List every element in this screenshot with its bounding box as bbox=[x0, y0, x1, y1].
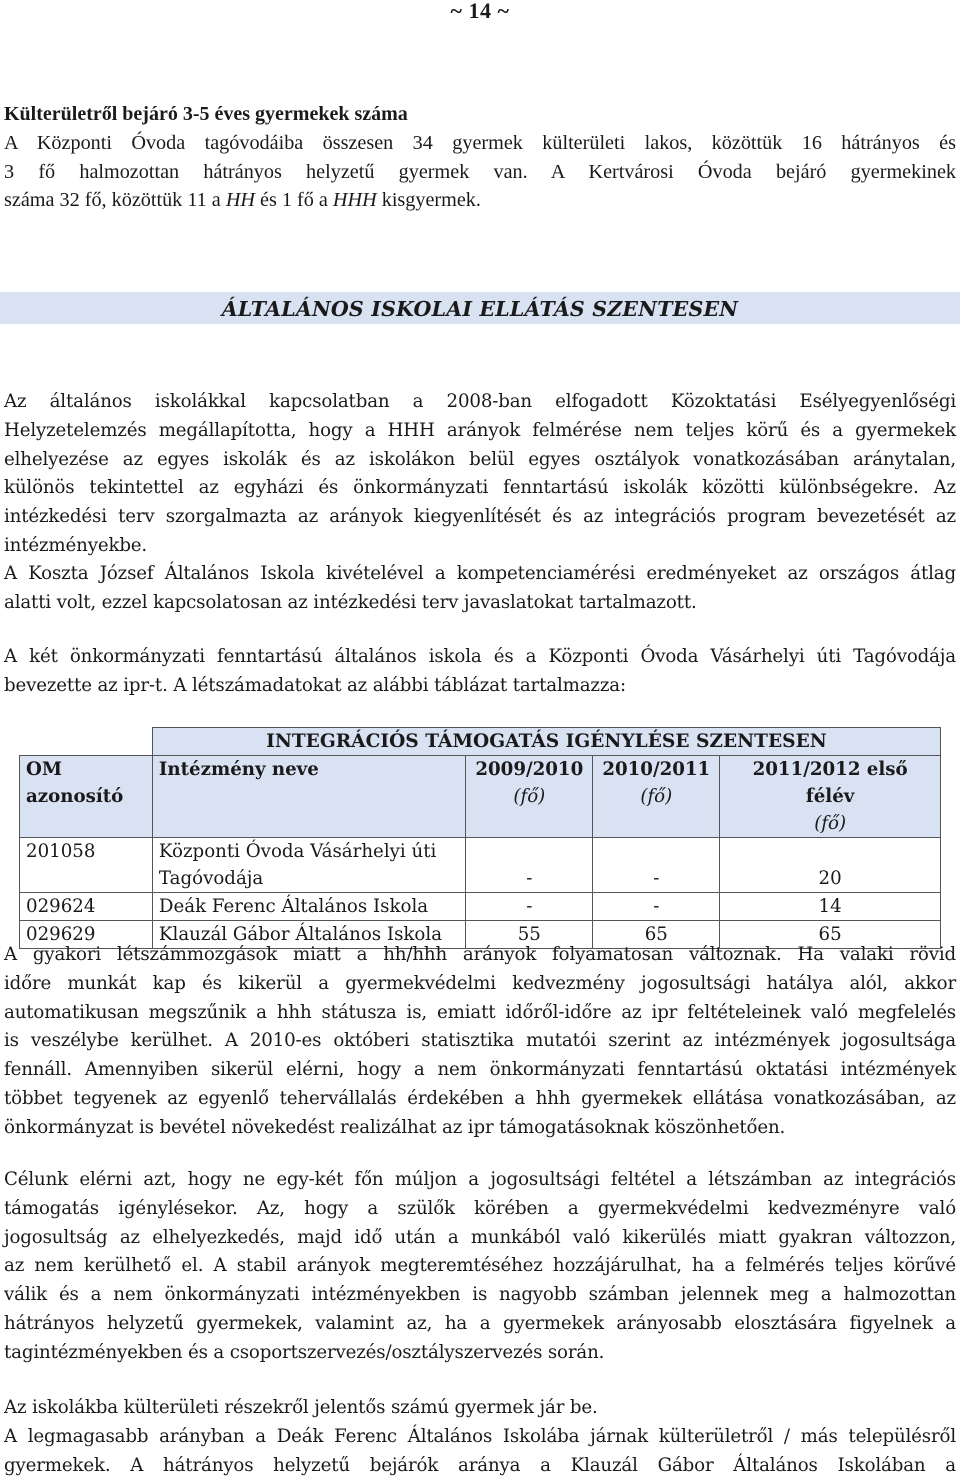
para5-line: támogatás igénylésekor. Az, hogy a szülők körében a gyermekvédelmi kedvezményre való bbox=[4, 1197, 956, 1219]
paragraph-6 bbox=[4, 1394, 956, 1480]
para1-line: különös tekintettel az egyházi és önkormányzati fenntartású iskolák közötti különbségekre. Az bbox=[4, 477, 956, 499]
table-row bbox=[20, 838, 941, 893]
header-unit: (fő) bbox=[513, 786, 546, 807]
intro-line-1: A Központi Óvoda tagóvodáiba összesen 34 gyermek külterületi lakos, közöttük 16 hátrányos és bbox=[4, 131, 956, 154]
header-2011 bbox=[720, 756, 941, 838]
row-om: 029629 bbox=[20, 921, 153, 949]
header-2010 bbox=[593, 756, 720, 838]
para1-line: Az általános iskolákkal kapcsolatban a 2008-ban elfogadott Közoktatási Esélyegyenlőségi bbox=[4, 391, 956, 412]
para4-line: időre munkát kap és kikerül a gyermekvédelmi kedvezmény jogosultsági hatálya alól, akkor bbox=[4, 972, 956, 994]
paragraph-3 bbox=[4, 643, 956, 701]
table-row bbox=[20, 893, 941, 921]
section-title: ÁLTALÁNOS ISKOLAI ELLÁTÁS SZENTESEN bbox=[221, 297, 739, 321]
para5-line: Célunk elérni azt, hogy ne egy-két főn múljon a jogosultsági feltétel a létszámban az integrációs bbox=[4, 1169, 956, 1190]
row-value-2009: - bbox=[466, 838, 593, 893]
row-name bbox=[152, 838, 465, 893]
intro-line-3 bbox=[4, 186, 956, 215]
para2-line: A Koszta József Általános Iskola kivételével a kompetenciamérési eredményeket az országos átlag bbox=[4, 563, 956, 584]
row-om: 201058 bbox=[20, 838, 153, 893]
para6-line: gyermekek. A hátrányos helyzetű bejárók aránya a Klauzál Gábor Általános Iskolában a bbox=[4, 1454, 956, 1476]
header-unit: (fő) bbox=[640, 786, 673, 807]
intro-hh: HH bbox=[225, 189, 255, 212]
row-value-2011: 14 bbox=[720, 893, 941, 921]
row-value-2011: 65 bbox=[720, 921, 941, 949]
page-number: ~ 14 ~ bbox=[450, 0, 510, 23]
row-value-2010: - bbox=[593, 893, 720, 921]
intro-heading: Külterületről bejáró 3-5 éves gyermekek száma bbox=[4, 103, 408, 125]
header-2009 bbox=[466, 756, 593, 838]
para5-line: jogosultság az elhelyezkedés, majd idő után a munkából való kikerülés miatt gyakran változzon, bbox=[4, 1226, 956, 1248]
header-om-label: OM bbox=[26, 759, 62, 780]
para4-line: önkormányzat is bevétel növekedést realizálhat az ipr támogatásoknak köszönhetően. bbox=[4, 1116, 786, 1138]
row-name-line-2: Tagóvodája bbox=[158, 868, 264, 889]
paragraph-2 bbox=[4, 560, 956, 618]
row-name-line-1: Központi Óvoda Vásárhelyi úti bbox=[158, 841, 437, 862]
para4-line: A gyakori létszámmozgások miatt a hh/hhh arányok folyamatosan változnak. Ha valaki rövid bbox=[4, 944, 956, 965]
header-2009-label: 2009/2010 bbox=[475, 759, 584, 780]
para1-line: intézményekbe. bbox=[4, 534, 148, 556]
para3-line: A két önkormányzati fenntartású általános iskola és a Központi Óvoda Vásárhelyi úti Tagóvodája bbox=[4, 646, 956, 667]
table-header-row bbox=[20, 756, 941, 838]
para4-line: többet tegyenek az egyenlő tehervállalás érdekében a hhh gyermekek ellátása vonatkozásában, az bbox=[4, 1087, 956, 1109]
para5-line: válik és a nem önkormányzati intézményekben is nagyobb számban jelennek meg a halmozottan bbox=[4, 1284, 956, 1306]
para6-line: A legmagasabb arányban a Deák Ferenc Általános Iskolába járnak külterületről / más településről bbox=[4, 1425, 956, 1447]
table-corner bbox=[20, 728, 153, 756]
section-title-bar bbox=[0, 292, 960, 324]
paragraph-1 bbox=[4, 388, 956, 561]
intro-section bbox=[4, 100, 956, 215]
header-unit: (fő) bbox=[814, 813, 847, 834]
intro-line-3-a: száma 32 fő, közöttük 11 a bbox=[4, 189, 226, 212]
header-2011-label: 2011/2012 első félév bbox=[752, 759, 908, 807]
para3-line: bevezette az ipr-t. A létszámadatokat az alábbi táblázat tartalmazza: bbox=[4, 674, 626, 696]
row-value-2011: 20 bbox=[720, 838, 941, 893]
para4-line: fennáll. Amennyiben sikerül elérni, hogy a nem önkormányzati fenntartású oktatási intézmények bbox=[4, 1059, 956, 1081]
row-name: Deák Ferenc Általános Iskola bbox=[152, 893, 465, 921]
intro-line-3-c: kisgyermek. bbox=[376, 189, 481, 212]
integration-support-table bbox=[19, 727, 941, 949]
para1-line: Helyzetelemzés megállapította, hogy a HHH arányok felmérése nem teljes körű és a gyermekek bbox=[4, 419, 956, 441]
paragraph-5 bbox=[4, 1166, 956, 1368]
row-value-2010: 65 bbox=[593, 921, 720, 949]
row-value-2009: 55 bbox=[466, 921, 593, 949]
para2-line: alatti volt, ezzel kapcsolatosan az intézkedési terv javaslatokat tartalmazott. bbox=[4, 591, 697, 613]
para4-line: automatikusan megszűnik a hhh státusza is, emiatt időről-időre az ipr feltételeinek való megfelelés bbox=[4, 1001, 956, 1023]
para5-line: az nem kerülhető el. A stabil arányok megteremtéséhez hozzájárulhat, ha a felmérés teljes körűvé bbox=[4, 1255, 956, 1277]
intro-hhh: HHH bbox=[332, 189, 377, 212]
para1-line: elhelyezése az egyes iskolák és az iskolákon belül egyes osztályok vonatkozásában aránytalan, bbox=[4, 448, 956, 470]
header-om-label-2: azonosító bbox=[26, 786, 124, 807]
header-2010-label: 2010/2011 bbox=[602, 759, 711, 780]
table-title-row bbox=[20, 728, 941, 756]
para5-line: tagintézményekben és a csoportszervezés/osztályszervezés során. bbox=[4, 1341, 605, 1363]
para6-line: Az iskolákba külterületi részekről jelentős számú gyermek jár be. bbox=[4, 1397, 598, 1418]
row-om: 029624 bbox=[20, 893, 153, 921]
row-value-2009: - bbox=[466, 893, 593, 921]
para4-line: is veszélybe kerülhet. A 2010-es októberi statisztika mutatói szerint az intézmények jogosultsága bbox=[4, 1030, 956, 1052]
row-name: Klauzál Gábor Általános Iskola bbox=[152, 921, 465, 949]
header-name: Intézmény neve bbox=[152, 756, 465, 838]
intro-line-2: 3 fő halmozottan hátrányos helyzetű gyermek van. A Kertvárosi Óvoda bejáró gyermekinek bbox=[4, 160, 956, 183]
paragraph-4 bbox=[4, 941, 956, 1143]
header-om bbox=[20, 756, 153, 838]
intro-line-3-b: és 1 fő a bbox=[255, 189, 333, 212]
para5-line: hátrányos helyzetű gyermekek, valamint az, ha a gyermekek arányosabb elosztására figyelnek a bbox=[4, 1312, 956, 1334]
table-title: INTEGRÁCIÓS TÁMOGATÁS IGÉNYLÉSE SZENTESEN bbox=[152, 728, 940, 756]
para1-line: intézkedési terv szorgalmazta az arányok kiegyenlítését és az integrációs program bevezetését az bbox=[4, 506, 956, 528]
row-value-2010: - bbox=[593, 838, 720, 893]
